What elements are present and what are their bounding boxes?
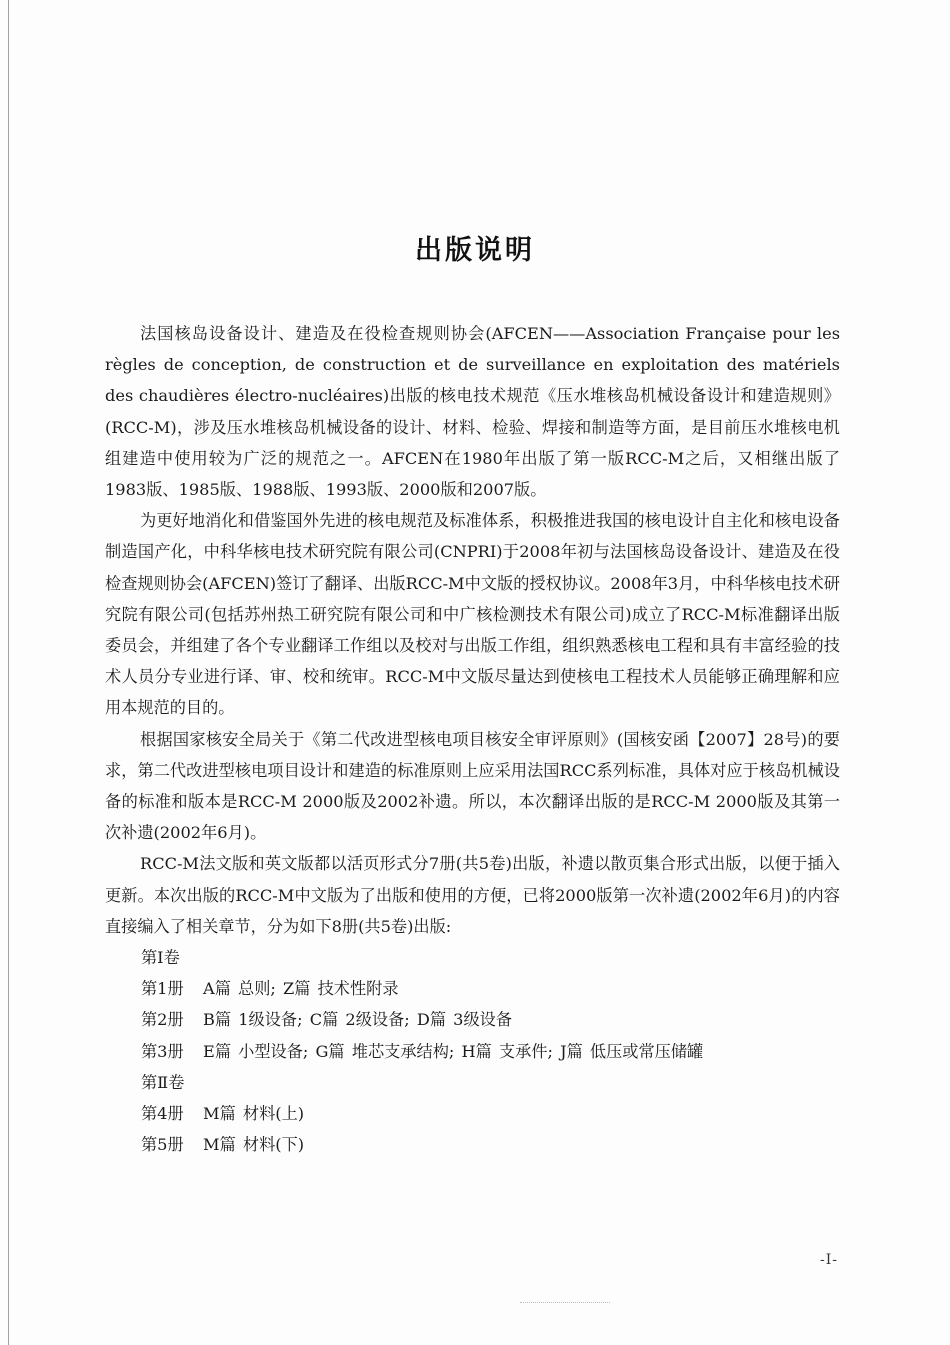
book-entry <box>105 1004 840 1035</box>
book-content: M篇 材料(下) <box>203 1135 305 1155</box>
paragraph-translation-background: 为更好地消化和借鉴国外先进的核电规范及标准体系，积极推进我国的核电设计自主化和核电设备制造国产化，中科华核电技术研究院有限公司(CNPRI)于2008年初与法国核岛设备设计、建造及在役检查规则协会(AFCEN)签订了翻译、出版RCC-M中文版的授权协议。2008年3月，中科华核电技术研究院有限公司(包括苏州热工研究院有限公司和中广核检测技术有限公司)成立了RCC-M标准翻译出版委员会，并组建了各个专业翻译工作组以及校对与出版工作组，组织熟悉核电工程和具有丰富经验的技术人员分专业进行译、审、校和统审。RCC-M中文版尽量达到使核电工程技术人员能够正确理解和应用本规范的目的。 <box>105 511 840 718</box>
scan-artifact <box>520 1302 610 1304</box>
document-body <box>105 318 840 1160</box>
book-content: A篇 总则; Z篇 技术性附录 <box>203 979 399 999</box>
book-number: 第2册 <box>141 1010 184 1030</box>
book-content: E篇 小型设备; G篇 堆芯支承结构; H篇 支承件; J篇 低压或常压储罐 <box>203 1041 704 1061</box>
paragraph-standard-basis: 根据国家核安全局关于《第二代改进型核电项目核安全审评原则》(国核安函【2007】28号)的要求，第二代改进型核电项目设计和建造的标准原则上应采用法国RCC系列标准，具体对应于核岛机械设备的标准和版本是RCC-M 2000版及2002补遗。所以，本次翻译出版的是RCC-M 2000版及其第一次补遗(2002年6月)。 <box>105 729 840 843</box>
book-entry <box>105 1129 840 1160</box>
book-number: 第5册 <box>141 1135 184 1155</box>
page-number: -Ⅰ- <box>820 1252 838 1268</box>
paragraph-afcen-intro: 法国核岛设备设计、建造及在役检查规则协会(AFCEN——Association Française pour les règles de conception, de construction et de surveillance en exploitation des matériels des chaudières électro-nucléaires)出版的核电技术规范《压水堆核岛机械设备设计和建造规则》(RCC-M)，涉及压水堆核岛机械设备的设计、材料、检验、焊接和制造等方面，是目前压水堆核电机组建造中使用较为广泛的规范之一。AFCEN在1980年出版了第一版RCC-M之后，又相继出版了1983版、1985版、1988版、1993版、2000版和2007版。 <box>105 324 840 500</box>
book-number: 第4册 <box>141 1104 184 1124</box>
volume-heading-2: 第Ⅱ卷 <box>141 1072 185 1092</box>
book-content: B篇 1级设备; C篇 2级设备; D篇 3级设备 <box>203 1010 513 1030</box>
book-entry <box>105 1036 840 1067</box>
book-number: 第1册 <box>141 979 184 999</box>
page-title: 出版说明 <box>415 235 535 266</box>
paragraph-publication-format: RCC-M法文版和英文版都以活页形式分7册(共5卷)出版，补遗以散页集合形式出版，以便于插入更新。本次出版的RCC-M中文版为了出版和使用的方便，已将2000版第一次补遗(2002年6月)的内容直接编入了相关章节，分为如下8册(共5卷)出版: <box>105 854 840 936</box>
book-entry <box>105 1098 840 1129</box>
volume-heading-1: 第Ⅰ卷 <box>141 948 180 968</box>
book-entry <box>105 973 840 1004</box>
book-content: M篇 材料(上) <box>203 1104 305 1124</box>
page-edge-line <box>8 0 9 1345</box>
book-number: 第3册 <box>141 1041 184 1061</box>
